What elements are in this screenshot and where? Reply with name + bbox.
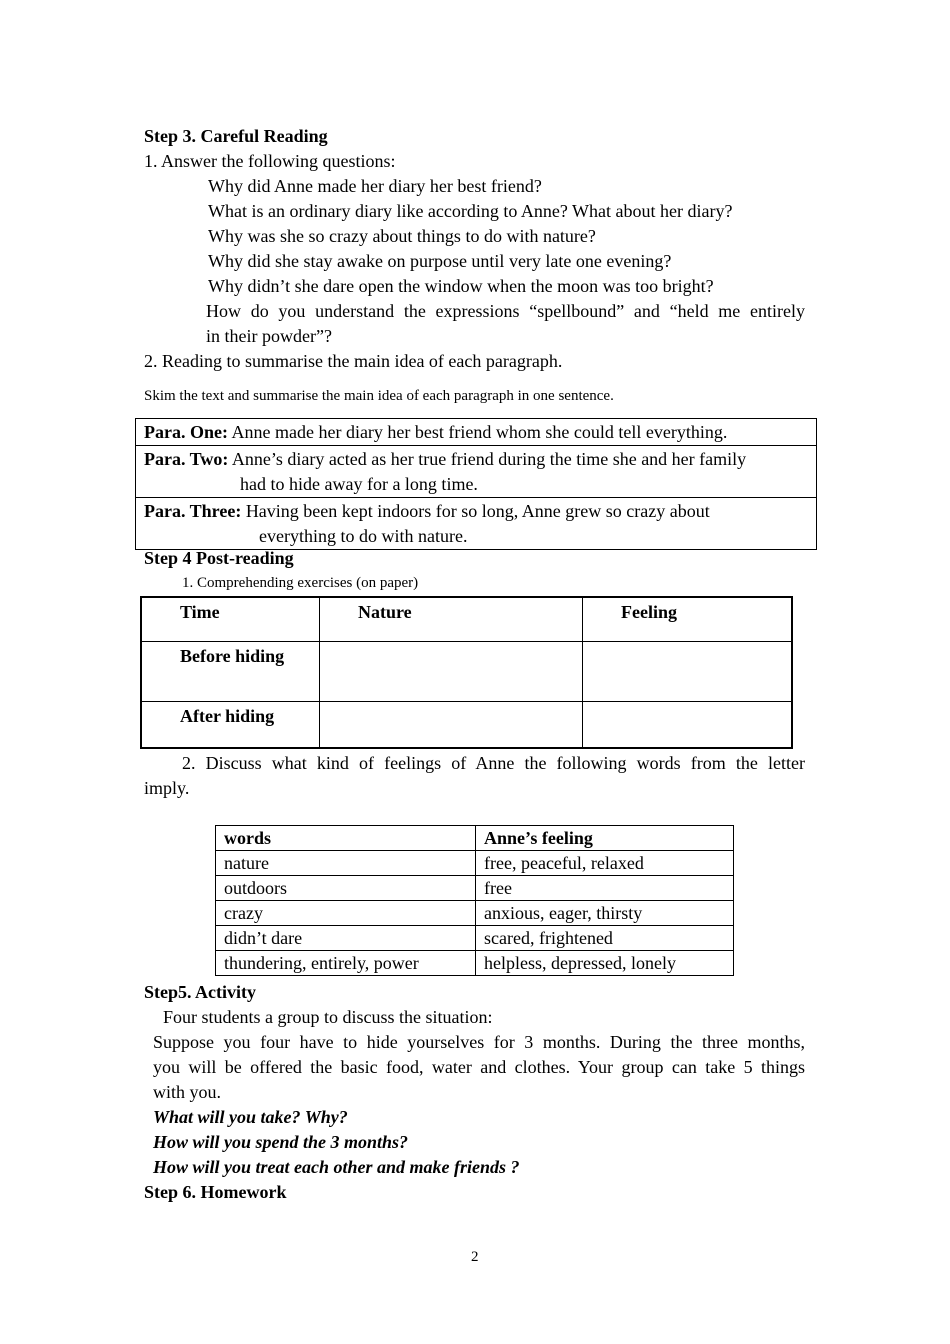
- step3-title: Step 3. Careful Reading: [144, 126, 328, 146]
- feeling-cell: anxious, eager, thirsty: [476, 901, 734, 926]
- word-cell: thundering, entirely, power: [216, 951, 476, 976]
- situation-line1: Suppose you four have to hide yourselves for 3 months. During the three months,: [153, 1032, 805, 1052]
- table-header-row: [216, 826, 734, 851]
- paragraph-summary-table: [135, 418, 817, 550]
- para-text: Anne’s diary acted as her true friend during the time she and her family: [228, 449, 747, 469]
- step4-title: Step 4 Post-reading: [144, 548, 294, 568]
- para-row-three: [136, 497, 816, 549]
- header-words: words: [216, 826, 476, 851]
- table-row: [216, 951, 734, 976]
- step6-title: Step 6. Homework: [144, 1182, 287, 1202]
- para-row-two: [136, 445, 816, 497]
- step3-item1: 1. Answer the following questions:: [144, 151, 396, 171]
- step5-title: Step5. Activity: [144, 982, 256, 1002]
- table-row: [216, 851, 734, 876]
- para-label: Para. Two:: [144, 449, 229, 469]
- feeling-cell: helpless, depressed, lonely: [476, 951, 734, 976]
- skim-instruction: Skim the text and summarise the main idea of each paragraph in one sentence.: [144, 388, 614, 404]
- question-3: Why was she so crazy about things to do with nature?: [208, 226, 596, 246]
- para-label: Para. One:: [144, 422, 228, 442]
- activity-question-3: How will you treat each other and make friends ?: [153, 1157, 520, 1177]
- situation-line2: you will be offered the basic food, water and clothes. Your group can take 5 things: [153, 1057, 805, 1077]
- para-text-cont: had to hide away for a long time.: [240, 474, 478, 494]
- question-6-line1: How do you understand the expressions “spellbound” and “held me entirely: [206, 301, 805, 321]
- step4-exercise1: 1. Comprehending exercises (on paper): [182, 575, 419, 591]
- para-text-cont: everything to do with nature.: [259, 526, 468, 546]
- word-cell: nature: [216, 851, 476, 876]
- row-before-hiding: Before hiding: [180, 646, 285, 666]
- table-row: [216, 876, 734, 901]
- step4-exercise2-line1: 2. Discuss what kind of feelings of Anne the following words from the letter: [182, 753, 805, 773]
- feeling-cell: free: [476, 876, 734, 901]
- word-cell: didn’t dare: [216, 926, 476, 951]
- situation-line3: with you.: [153, 1082, 222, 1102]
- header-annes-feeling: Anne’s feeling: [476, 826, 734, 851]
- table-row: [216, 926, 734, 951]
- table-divider: [319, 598, 320, 747]
- question-6-line2: in their powder”?: [206, 326, 332, 346]
- feeling-cell: scared, frightened: [476, 926, 734, 951]
- table-divider: [142, 701, 791, 702]
- para-label: Para. Three:: [144, 501, 242, 521]
- para-text: Anne made her diary her best friend whom she could tell everything.: [227, 422, 728, 442]
- activity-question-2: How will you spend the 3 months?: [153, 1132, 409, 1152]
- comprehension-table: [140, 596, 793, 749]
- question-5: Why didn’t she dare open the window when the moon was too bright?: [208, 276, 714, 296]
- word-cell: crazy: [216, 901, 476, 926]
- feeling-cell: free, peaceful, relaxed: [476, 851, 734, 876]
- header-nature: Nature: [358, 602, 412, 622]
- step5-intro: Four students a group to discuss the situation:: [163, 1007, 493, 1027]
- question-2: What is an ordinary diary like according to Anne? What about her diary?: [208, 201, 733, 221]
- header-feeling: Feeling: [621, 602, 677, 622]
- para-row-one: [136, 419, 816, 445]
- step4-exercise2-line2: imply.: [144, 778, 190, 798]
- page-number: 2: [471, 1249, 479, 1265]
- word-cell: outdoors: [216, 876, 476, 901]
- row-after-hiding: After hiding: [180, 706, 275, 726]
- question-4: Why did she stay awake on purpose until very late one evening?: [208, 251, 672, 271]
- words-feelings-table: [215, 825, 734, 976]
- table-row: [216, 901, 734, 926]
- step3-item2: 2. Reading to summarise the main idea of each paragraph.: [144, 351, 563, 371]
- table-divider: [582, 598, 583, 747]
- activity-question-1: What will you take? Why?: [153, 1107, 348, 1127]
- header-time: Time: [180, 602, 220, 622]
- para-text: Having been kept indoors for so long, Anne grew so crazy about: [241, 501, 710, 521]
- table-divider: [142, 641, 791, 642]
- question-1: Why did Anne made her diary her best friend?: [208, 176, 542, 196]
